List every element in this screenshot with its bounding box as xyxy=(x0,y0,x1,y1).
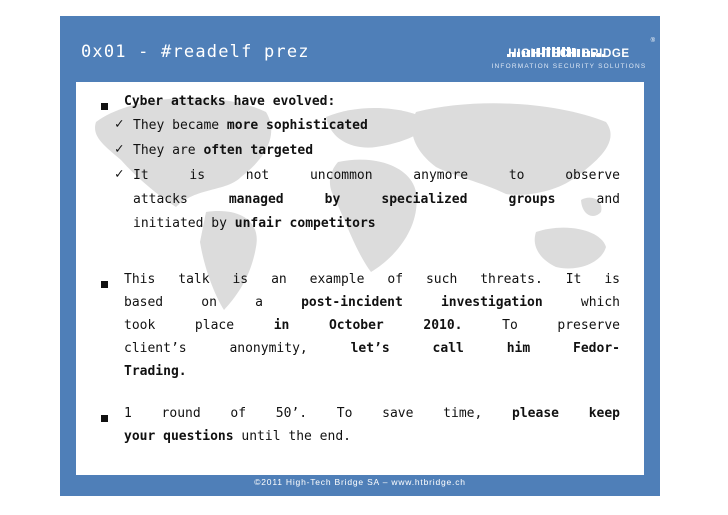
sub-3-l2-post: and xyxy=(596,192,620,207)
b2-l4-text: client’s anonymity, xyxy=(124,341,351,356)
b2-l4-bold: let’s call him Fedor- xyxy=(350,341,620,356)
logo-tagline: INFORMATION SECURITY SOLUTIONS xyxy=(491,63,647,70)
sub-1-text: They became xyxy=(133,118,227,133)
sub-3-l3-text: initiated by xyxy=(133,216,235,231)
sub-2-text: They are xyxy=(133,143,204,158)
sub-2-bold: often targeted xyxy=(203,143,314,158)
sub-bullet-2 xyxy=(133,143,620,158)
b3-l1-bold: please keep xyxy=(512,406,620,421)
bullet-2-line-3 xyxy=(124,318,620,333)
slide-content xyxy=(76,82,644,475)
company-logo xyxy=(483,38,655,72)
b2-l3-text: took place xyxy=(124,318,274,333)
slide-footer: ©2011 High-Tech Bridge SA – www.htbridge.ch xyxy=(254,477,466,487)
sub-bullet-1 xyxy=(133,118,620,133)
sub-1-bold: more sophisticated xyxy=(226,118,368,133)
sub-bullet-3-line-3 xyxy=(133,216,620,231)
logo-bars-icon xyxy=(507,38,627,48)
checkmark-icon: ✓ xyxy=(115,116,124,132)
slide-title: 0x01 - #readelf prez xyxy=(81,42,310,62)
b3-l2-text: until the end. xyxy=(233,429,351,444)
bullet-2-line-1: This talk is an example of such threats. It is xyxy=(124,272,620,287)
bullet-2-line-2 xyxy=(124,295,620,310)
b2-l3-bold: in October 2010. xyxy=(273,318,463,333)
slide-header xyxy=(60,16,660,80)
sub-3-l2-text: attacks xyxy=(133,192,229,207)
slide-frame xyxy=(60,16,660,496)
bullet-3-line-2 xyxy=(124,429,620,444)
b2-l3-post: To preserve xyxy=(502,318,621,333)
sub-3-l3-bold: unfair competitors xyxy=(234,216,376,231)
b2-l5-bold: Trading. xyxy=(124,364,187,379)
bullet-square-icon xyxy=(101,281,108,288)
bullet-2-line-5 xyxy=(124,364,620,379)
logo-name: HIGH-TECH BRIDGE xyxy=(508,48,630,60)
bullet-square-icon xyxy=(101,103,108,110)
b2-l2-text: based on a xyxy=(124,295,302,310)
b3-l1-text: 1 round of 50’. To save time, xyxy=(124,406,513,421)
bullet-2-line-4 xyxy=(124,341,620,356)
bullet-square-icon xyxy=(101,415,108,422)
checkmark-icon: ✓ xyxy=(115,141,124,157)
sub-bullet-3-line-1: It is not uncommon anymore to observe xyxy=(133,168,620,183)
b3-l2-bold: your questions xyxy=(124,429,234,444)
bullet-3-line-1 xyxy=(124,406,620,421)
sub-3-l2-bold: managed by specialized groups xyxy=(228,192,556,207)
b2-l2-bold: post-incident investigation xyxy=(301,295,543,310)
registered-mark: ® xyxy=(650,38,655,44)
b2-l2-post: which xyxy=(580,295,621,310)
bullet-1-text: Cyber attacks have evolved: xyxy=(124,94,336,109)
checkmark-icon: ✓ xyxy=(115,166,124,182)
sub-bullet-3-line-2 xyxy=(133,192,620,207)
